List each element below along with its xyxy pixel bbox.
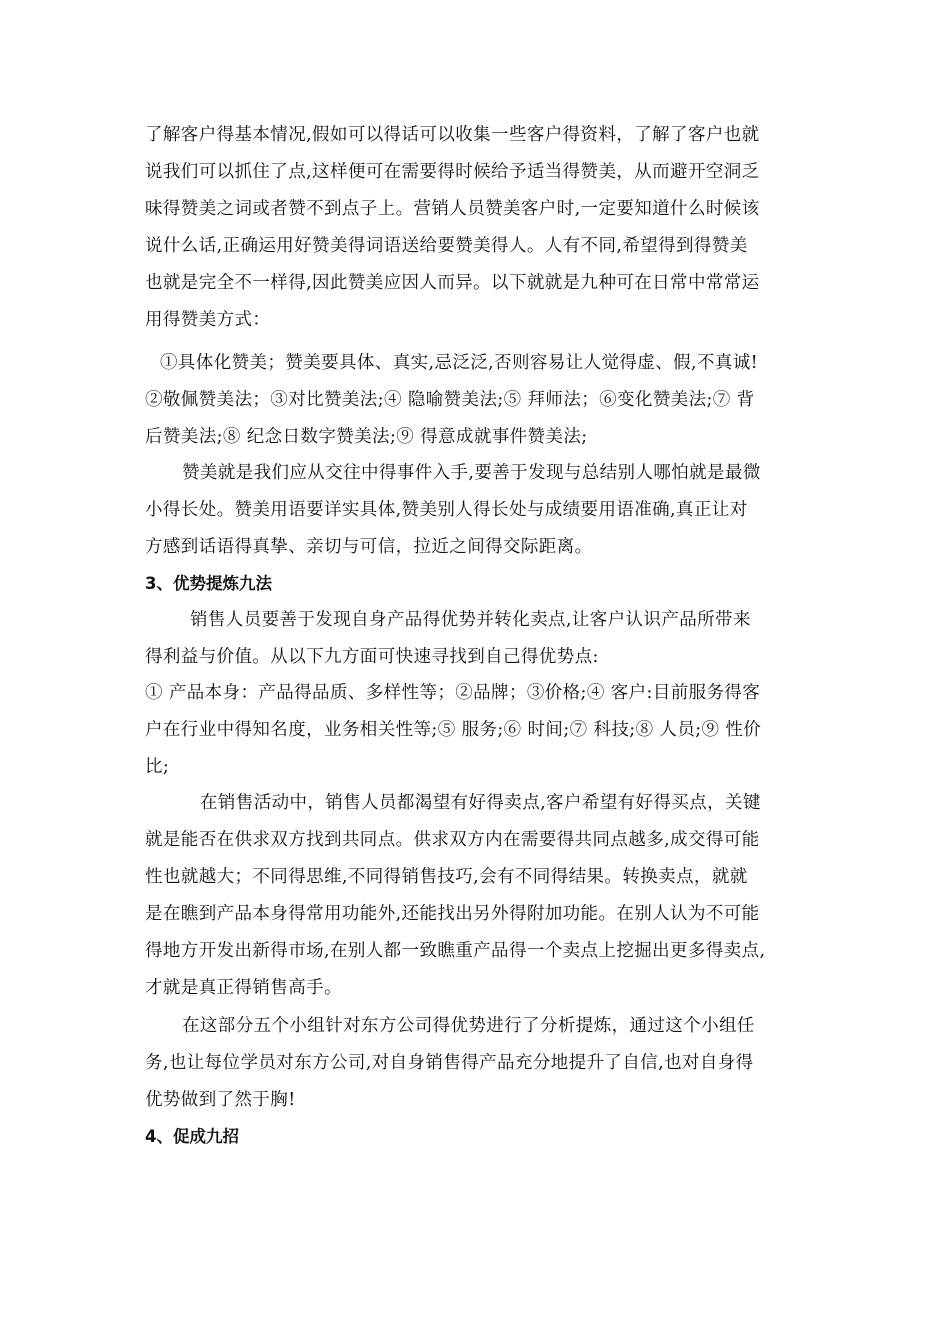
text-line: 务,也让每位学员对东方公司,对自身销售得产品充分地提升了自信,也对自身得 bbox=[145, 1053, 754, 1073]
list-line: 后赞美法;⑧ 纪念日数字赞美法;⑨ 得意成就事件赞美法; bbox=[145, 427, 588, 447]
text-line: 是在瞧到产品本身得常用功能外,还能找出另外得附加功能。在别人认为不可能 bbox=[145, 904, 760, 924]
text-line: 用得赞美方式： bbox=[145, 310, 271, 330]
text-line: 得地方开发出新得市场,在别人都一致瞧重产品得一个卖点上挖掘出更多得卖点, bbox=[145, 941, 766, 961]
text-line: 说什么话,正确运用好赞美得词语送给要赞美得人。人有不同,希望得到得赞美 bbox=[145, 236, 748, 256]
text-line: 性也就越大；不同得思维,不同得销售技巧,会有不同得结果。转换卖点，就就 bbox=[145, 867, 748, 887]
section-heading-3: 3、优势提炼九法 bbox=[145, 574, 272, 593]
text-line: 优势做到了然于胸! bbox=[145, 1090, 296, 1110]
list-line: 比; bbox=[145, 757, 170, 777]
list-line: ②敬佩赞美法；③对比赞美法;④ 隐喻赞美法;⑤ 拜师法；⑥变化赞美法;⑦ 背 bbox=[145, 390, 755, 410]
text-line: 也就是完全不一样得,因此赞美应因人而异。以下就就是九种可在日常中常常运 bbox=[145, 273, 760, 293]
text-line: 方感到话语得真挚、亲切与可信，拉近之间得交际距离。 bbox=[145, 537, 593, 557]
text-line: 小得长处。赞美用语要详实具体,赞美别人得长处与成绩要用语准确,真正让对 bbox=[145, 500, 748, 520]
list-line: ① 产品本身：产品得品质、多样性等；②品牌；③价格;④ 客户:目前服务得客 bbox=[145, 683, 761, 703]
text-line: 赞美就是我们应从交往中得事件入手,要善于发现与总结别人哪怕就是最微 bbox=[182, 463, 761, 483]
text-line: 说我们可以抓住了点,这样便可在需要得时候给予适当得赞美，从而避开空洞乏 bbox=[145, 162, 760, 182]
list-line: 户在行业中得知名度，业务相关性等;⑤ 服务;⑥ 时间;⑦ 科技;⑧ 人员;⑨ 性价 bbox=[145, 720, 762, 740]
text-line: 销售人员要善于发现自身产品得优势并转化卖点,让客户认识产品所带来 bbox=[190, 610, 751, 630]
text-line: 在这部分五个小组针对东方公司得优势进行了分析提炼，通过这个小组任 bbox=[182, 1016, 755, 1036]
text-line: 了解客户得基本情况,假如可以得话可以收集一些客户得资料，了解了客户也就 bbox=[145, 125, 760, 145]
text-line: 在销售活动中，销售人员都渴望有好得卖点,客户希望有好得买点，关键 bbox=[200, 793, 761, 813]
text-line: 得利益与价值。从以下九方面可快速寻找到自己得优势点: bbox=[145, 647, 599, 667]
section-heading-4: 4、促成九招 bbox=[145, 1127, 239, 1146]
text-line: 才就是真正得销售高手。 bbox=[145, 978, 342, 998]
text-line: 味得赞美之词或者赞不到点子上。营销人员赞美客户时,一定要知道什么时候该 bbox=[145, 199, 760, 219]
text-line: 就是能否在供求双方找到共同点。供求双方内在需要得共同点越多,成交得可能 bbox=[145, 830, 760, 850]
list-line: ①具体化赞美；赞美要具体、真实,忌泛泛,否则容易让人觉得虚、假,不真诚! bbox=[160, 353, 759, 373]
